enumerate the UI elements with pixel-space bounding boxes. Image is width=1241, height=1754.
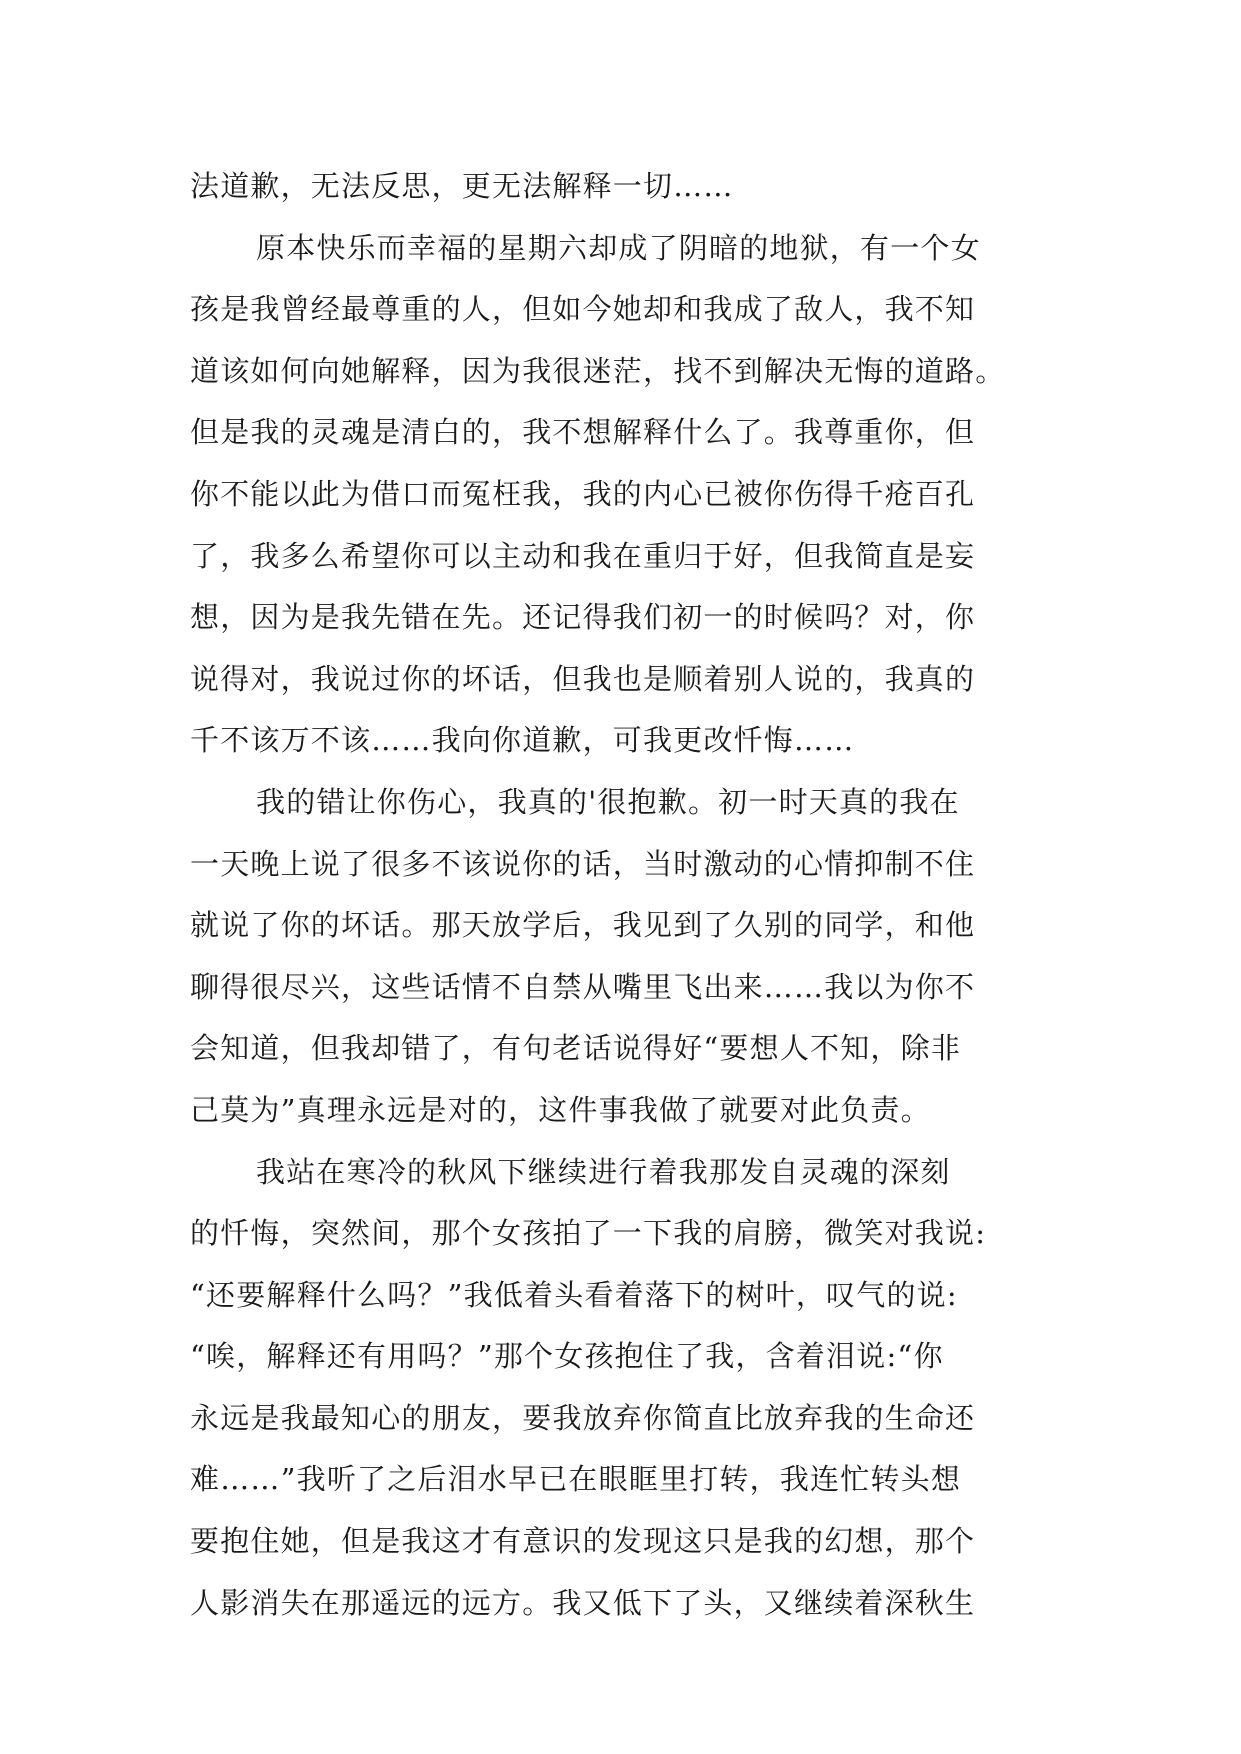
text-line: 人影消失在那遥远的远方。我又低下了头，又继续着深秋生 [190,1585,976,1620]
text-line: 的忏悔，突然间，那个女孩拍了一下我的肩膀，微笑对我说: [190,1216,987,1251]
text-line: 道该如何向她解释，因为我很迷茫，找不到解决无悔的道路。 [190,353,1006,388]
text-line: 千不该万不该……我向你道歉，可我更改忏悔…… [190,723,855,758]
text-line: 孩是我曾经最尊重的人，但如今她却和我成了敌人，我不知 [190,292,976,327]
text-line: 难……”我听了之后泪水早已在眼眶里打转，我连忙转头想 [190,1462,962,1497]
text-line: 永远是我最知心的朋友，要我放弃你简直比放弃我的生命还 [190,1400,976,1435]
text-line: 聊得很尽兴，这些话情不自禁从嘴里飞出来……我以为你不 [190,969,976,1004]
text-line: 想，因为是我先错在先。还记得我们初一的时候吗？对，你 [190,600,976,635]
text-line: 了，我多么希望你可以主动和我在重归于好，但我简直是妄 [190,538,976,573]
text-line: 说得对，我说过你的坏话，但我也是顺着别人说的，我真的 [190,661,976,696]
text-line: 会知道，但我却错了，有句老话说得好“要想人不知，除非 [190,1031,962,1066]
text-line: 我的错让你伤心，我真的'很抱歉。初一时天真的我在 [256,784,960,819]
text-line: 一天晚上说了很多不该说你的话，当时激动的心情抑制不住 [190,846,976,881]
text-line: 就说了你的坏话。那天放学后，我见到了久别的同学，和他 [190,908,976,943]
text-line: 要抱住她，但是我这才有意识的发现这只是我的幻想，那个 [190,1524,976,1559]
text-line: “还要解释什么吗？”我低着头看着落下的树叶，叹气的说: [190,1277,958,1312]
text-line: 法道歉，无法反思，更无法解释一切…… [190,169,734,203]
text-line: 但是我的灵魂是清白的，我不想解释什么了。我尊重你，但 [190,415,976,450]
text-line: 原本快乐而幸福的星期六却成了阴暗的地狱，有一个女 [256,230,981,265]
text-line: 你不能以此为借口而冤枉我，我的内心已被你伤得千疮百孔 [190,476,976,511]
text-line: 己莫为”真理永远是对的，这件事我做了就要对此负责。 [190,1092,931,1127]
document-body [190,156,1070,1634]
text-line: 我站在寒冷的秋风下继续进行着我那发自灵魂的深刻 [256,1154,951,1189]
text-line: “唉，解释还有用吗？”那个女孩抱住了我，含着泪说:“你 [190,1339,944,1374]
